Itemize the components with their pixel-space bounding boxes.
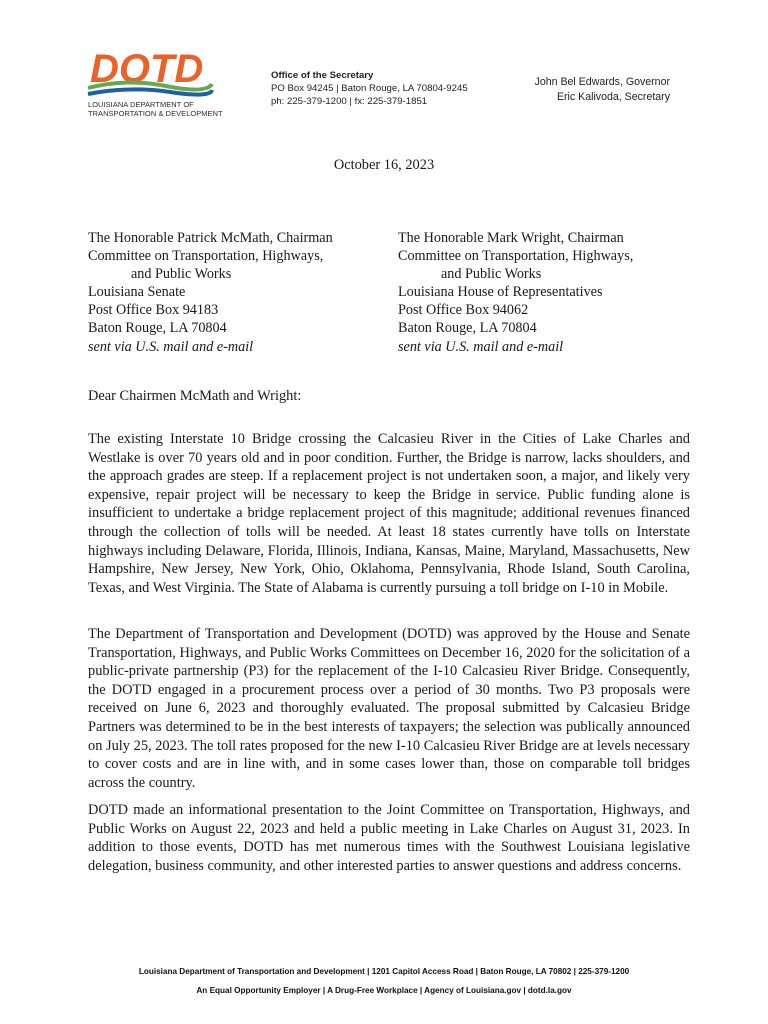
logo-subtitle-line2: TRANSPORTATION & DEVELOPMENT — [88, 109, 223, 118]
letter-date: October 16, 2023 — [333, 157, 435, 173]
recipient-po-box: Post Office Box 94183 — [88, 302, 219, 319]
recipient-address-senate — [88, 229, 333, 356]
recipient-chamber: Louisiana Senate — [88, 284, 186, 301]
recipient-committee: Committee on Transportation, Highways, — [88, 248, 324, 265]
logo-subtitle-line1: LOUISIANA DEPARTMENT OF — [88, 100, 194, 109]
recipient-city: Baton Rouge, LA 70804 — [88, 320, 227, 337]
recipient-committee-cont: and Public Works — [131, 266, 232, 283]
governor-name: John Bel Edwards, Governor — [534, 76, 670, 88]
recipient-name: The Honorable Mark Wright, Chairman — [398, 230, 624, 246]
page-footer — [0, 962, 768, 1000]
recipient-address-house — [398, 229, 633, 356]
secretary-name: Eric Kalivoda, Secretary — [556, 91, 670, 103]
footer-address: Louisiana Department of Transportation and Development | 1201 Capitol Access Road | Baton Rouge, LA 70802 | 225-379-1200 — [138, 967, 630, 976]
dotd-logo-mark — [86, 44, 214, 100]
office-phone: ph: 225-379-1200 | fx: 225-379-1851 — [271, 96, 428, 107]
officials-block — [535, 75, 670, 105]
dotd-logo-text: DOTD — [90, 47, 204, 91]
body-paragraph-2: The Department of Transportation and Development (DOTD) was approved by the House and Senate Transportation, Highways, and Public Works Committees on December 16, 2020 for the solicitation of a public-private partnership (P3) for the replacement of the I-10 Calcasieu River Bridge. Consequently, the DOTD engaged in a procurement process over a period of 30 months. Two P3 proposals were received on June 6, 2023 and thoroughly evaluated. The proposal submitted by Calcasieu Bridge Partners was determined to be in the best interests of taxpayers; the selection was publically announced on July 25, 2023. The toll rates proposed for the new I-10 Calcasieu River Bridge are at levels necessary to cover costs and are in line with, and in some cases lower than, those on comparable toll bridges across the country. — [88, 626, 690, 791]
salutation: Dear Chairmen McMath and Wright: — [88, 388, 302, 404]
recipient-po-box: Post Office Box 94062 — [398, 302, 529, 319]
body-paragraph-3: DOTD made an informational presentation to the Joint Committee on Transportation, Highways, and Public Works on August 22, 2023 and held a public meeting in Lake Charles on August 31, 2023. In addition to those events, DOTD has met numerous times with the Southwest Louisiana legislative delegation, business community, and other interested parties to answer questions and address concerns. — [88, 802, 690, 874]
recipient-committee: Committee on Transportation, Highways, — [398, 248, 634, 265]
office-block — [271, 69, 468, 108]
recipient-delivery: sent via U.S. mail and e-mail — [398, 338, 564, 355]
body-paragraph-1: The existing Interstate 10 Bridge crossing the Calcasieu River in the Cities of Lake Charles and Westlake is over 70 years old and in poor condition. Further, the Bridge is narrow, lacks shoulders, and the approach grades are steep. If a replacement project is not undertaken soon, a major, and likely very expensive, repair project will be necessary to keep the Bridge in service. Public funding alone is insufficient to undertake a bridge replacement project of this magnitude; additional revenues financed through the collection of tolls will be needed. At least 18 states currently have tolls on Interstate highways including Delaware, Florida, Illinois, Indiana, Kansas, Maine, Maryland, Massachusetts, New Hampshire, New Jersey, New York, Ohio, Oklahoma, Pennsylvania, Rhode Island, South Carolina, Texas, and West Virginia. The State of Alabama is currently pursuing a toll bridge on I-10 in Mobile. — [88, 431, 690, 596]
dotd-logo — [86, 44, 223, 120]
recipient-name: The Honorable Patrick McMath, Chairman — [88, 230, 333, 246]
office-title: Office of the Secretary — [271, 70, 374, 81]
footer-tagline: An Equal Opportunity Employer | A Drug-Free Workplace | Agency of Louisiana.gov | dotd.la.gov — [196, 986, 572, 995]
recipient-delivery: sent via U.S. mail and e-mail — [88, 338, 254, 355]
office-address: PO Box 94245 | Baton Rouge, LA 70804-9245 — [271, 83, 468, 94]
recipient-committee-cont: and Public Works — [441, 266, 542, 283]
recipient-city: Baton Rouge, LA 70804 — [398, 320, 537, 337]
recipient-chamber: Louisiana House of Representatives — [398, 284, 603, 301]
